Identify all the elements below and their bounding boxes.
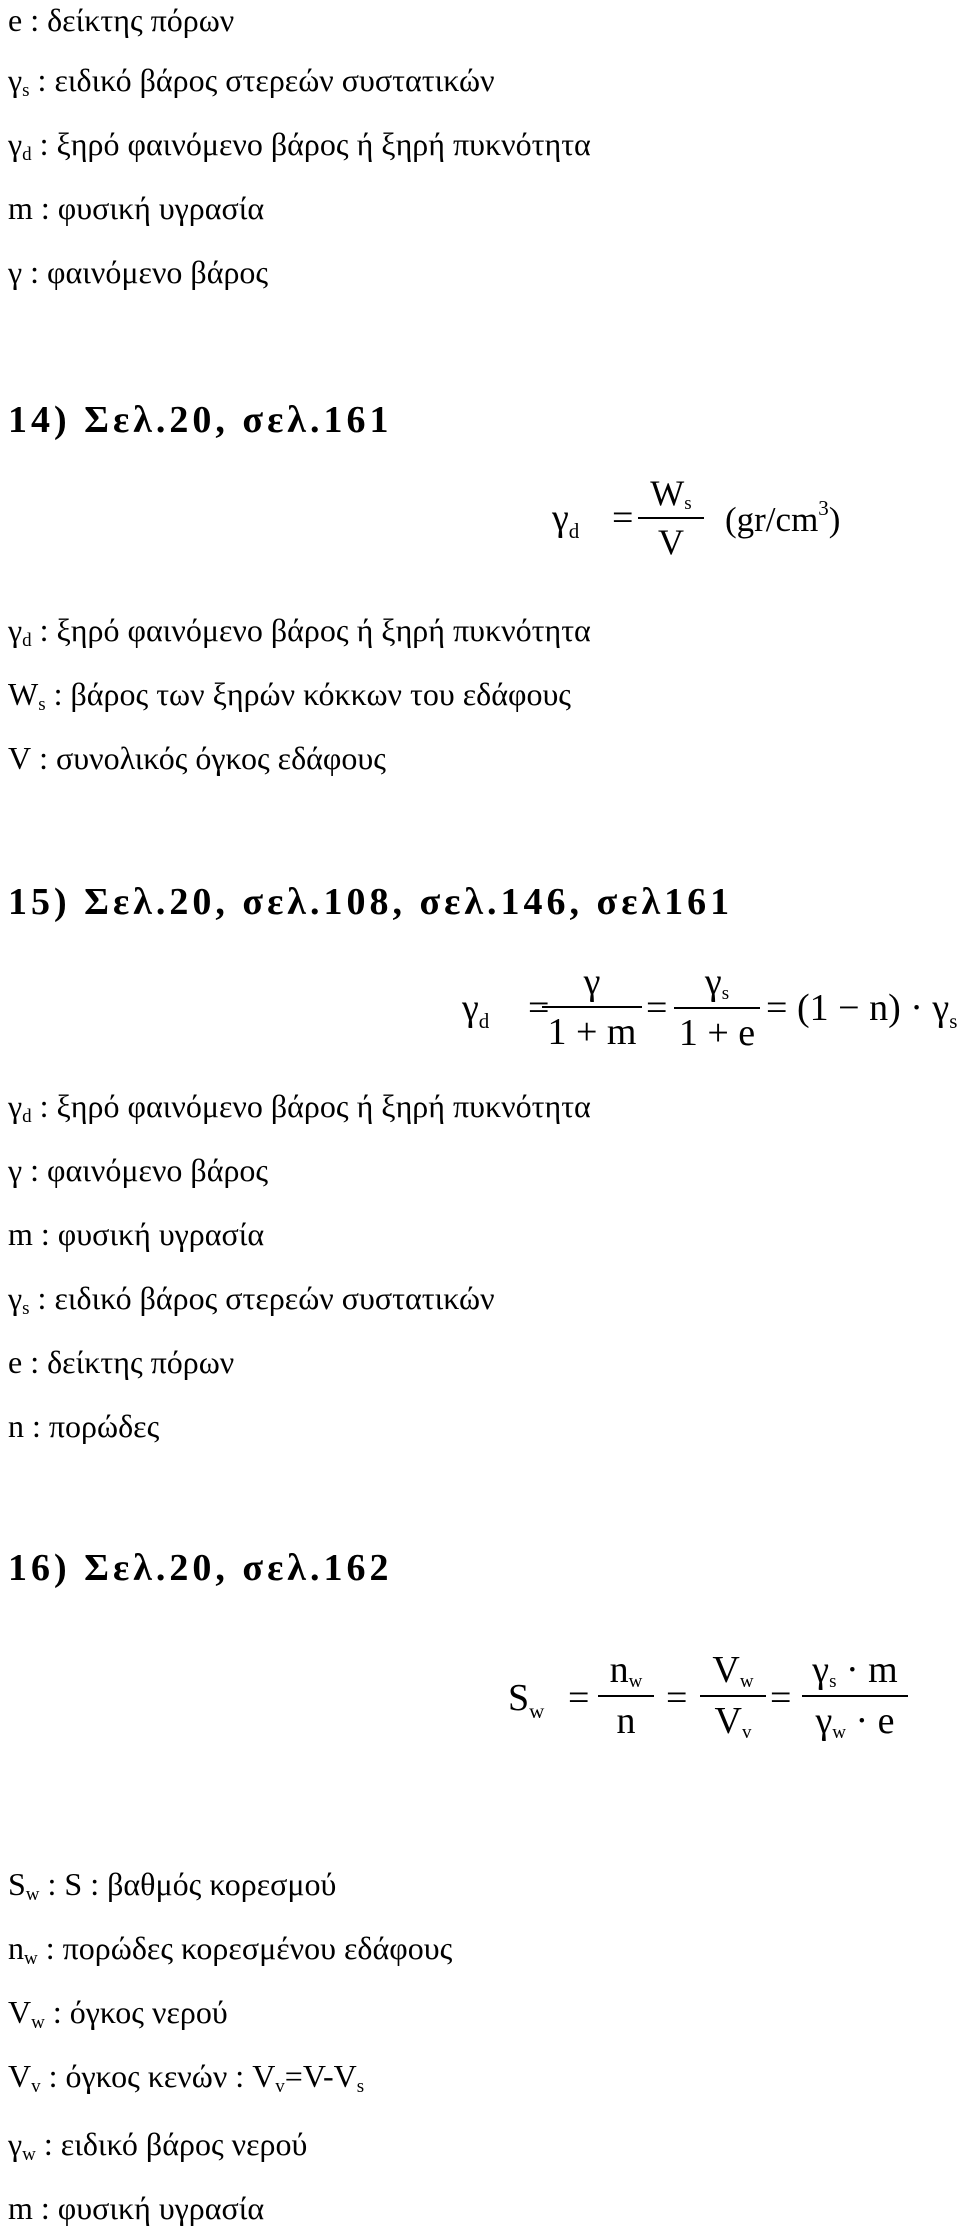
fraction: $n_w$ n xyxy=(598,1648,654,1743)
definition-line: e : δείκτης πόρων xyxy=(8,2,235,38)
definition-line: $\gamma_d$ : ξηρό φαινόμενο βάρος ή ξηρή πυκνότητα xyxy=(8,612,591,651)
fraction: γ 1 + m xyxy=(542,960,642,1054)
definition-line: e : δείκτης πόρων xyxy=(8,1344,235,1380)
fraction: $\gamma_s \cdot m$ $\gamma_w \cdot e$ xyxy=(802,1648,908,1744)
section-heading-15: 15) Σελ.20, σελ.108, σελ.146, σελ161 xyxy=(8,881,734,923)
definition-line: $\gamma_s$ : ειδικό βάρος στερεών συστατικών xyxy=(8,1280,495,1319)
definition-line: m : φυσική υγρασία xyxy=(8,190,265,226)
definition-line: m : φυσική υγρασία xyxy=(8,1216,265,1252)
definition-line: V : συνολικός όγκος εδάφους xyxy=(8,740,386,776)
fraction: $V_w$ $V_v$ xyxy=(700,1648,766,1744)
section-heading-16: 16) Σελ.20, σελ.162 xyxy=(8,1547,393,1589)
definition-line: m : φυσική υγρασία xyxy=(8,2190,265,2226)
definition-line: n : πορώδες xyxy=(8,1408,160,1444)
section-heading-14: 14) Σελ.20, σελ.161 xyxy=(8,399,393,441)
definition-line: $\gamma_s$ : ειδικό βάρος στερεών συστατικών xyxy=(8,62,495,101)
definition-line: $n_w$ : πορώδες κορεσμένου εδάφους xyxy=(8,1930,453,1969)
definition-line: $V_w$ : όγκος νερού xyxy=(8,1994,228,2033)
definition-line: $\gamma_w$ : ειδικό βάρος νερού xyxy=(8,2126,308,2165)
fraction: $\gamma_s$ 1 + e xyxy=(674,960,760,1055)
definition-line: $S_w$ : S : βαθμός κορεσμού xyxy=(8,1866,337,1905)
definition-line: $\gamma_d$ : ξηρό φαινόμενο βάρος ή ξηρή πυκνότητα xyxy=(8,1088,591,1127)
definition-line: $V_v$ : όγκος κενών : $V_v=V-V_s$ xyxy=(8,2058,365,2097)
definition-line: γ : φαινόμενο βάρος xyxy=(8,254,269,290)
definition-line: $\gamma_d$ : ξηρό φαινόμενο βάρος ή ξηρή πυκνότητα xyxy=(8,126,591,165)
definition-line: γ : φαινόμενο βάρος xyxy=(8,1152,269,1188)
definition-line: $W_s$ : βάρος των ξηρών κόκκων του εδάφους xyxy=(8,676,571,715)
fraction: $W_s$ V xyxy=(638,472,704,563)
